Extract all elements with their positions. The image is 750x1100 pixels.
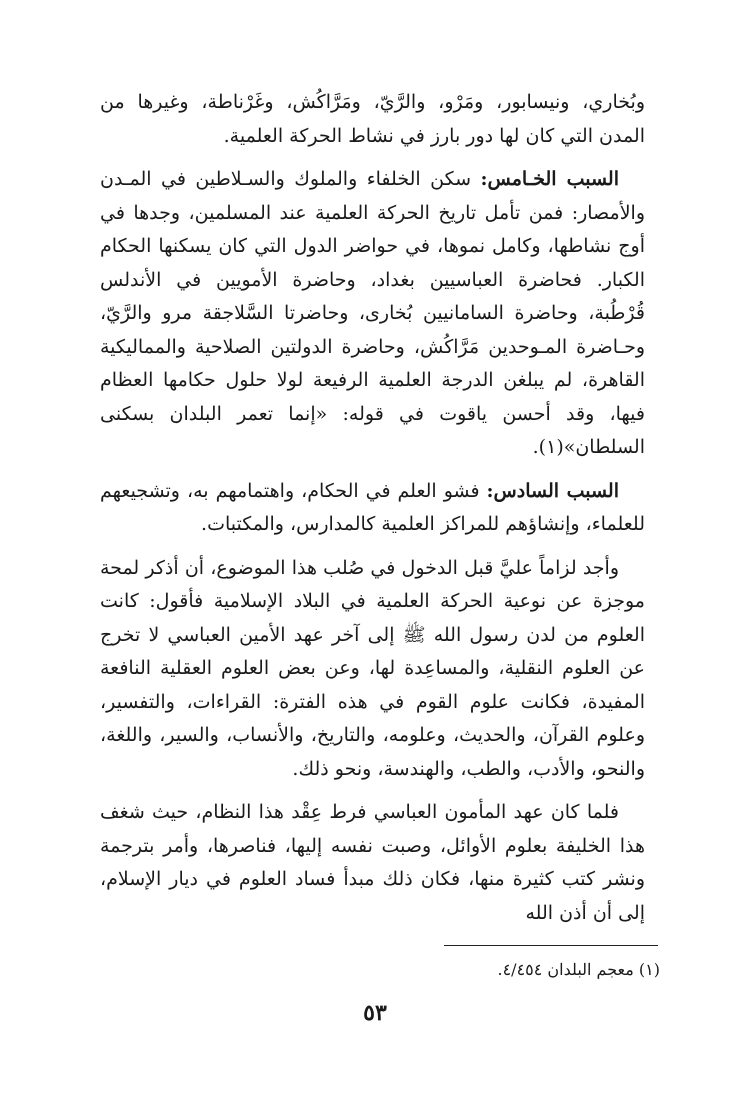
paragraph-4-text: وأجد لزاماً عليَّ قبل الدخول في صُلب هذا الموضوع، أن أذكر لمحة موجزة عن نوعية الحركة العلمية في البلاد الإسلامية فأقول: كانت العلوم من لدن رسول الله ﷺ إلى آخر عهد الأمين العباسي لا تخرج عن العلوم النقلية، والمساعِدة لها، وعن بعض العلوم العقلية النافعة المفيدة، فكانت علوم القوم في هذه الفترة: القراءات، والتفسير، وعلوم القرآن، والحديث، وعلومه، والتاريخ، والأنساب، والسير، واللغة، والنحو، والأدب، والطب، والهندسة، ونحو ذلك. — [100, 556, 645, 780]
footnote — [260, 958, 660, 982]
main-text — [100, 86, 645, 940]
page-number: ٥٣ — [363, 1000, 387, 1026]
footnote-text: (١) معجم البلدان ٤/٤٥٤. — [497, 960, 660, 979]
paragraph-3-text: فشو العلم في الحكام، واهتمامهم به، وتشجيعهم للعلماء، وإنشاؤهم للمراكز العلمية كالمدارس، والمكتبات. — [100, 479, 645, 535]
paragraph-4 — [100, 552, 645, 787]
paragraph-3-lead: السبب السادس: — [486, 479, 619, 502]
paragraph-1-text: وبُخاري، ونيسابور، ومَرْو، والرَّيّ، ومَرَّاكُش، وغَرْناطة، وغيرها من المدن التي كان لها دور بارز في نشاط الحركة العلمية. — [100, 91, 645, 147]
paragraph-2-lead: السبب الخـامس: — [480, 168, 619, 190]
footnote-divider — [444, 945, 658, 946]
paragraph-5-text: فلما كان عهد المأمون العباسي فرط عِقْد هذا النظام، حيث شغف هذا الخليفة بعلوم الأوائل، وصبت نفسه إليها، فناصرها، وأمر بترجمة ونشر كتب كثيرة منها، فكان ذلك مبدأ فساد العلوم في ديار الإسلام، إلى أن أذن الله — [100, 801, 645, 924]
paragraph-2 — [100, 163, 645, 465]
paragraph-1 — [100, 86, 645, 153]
paragraph-5 — [100, 796, 645, 930]
paragraph-2-text: سكن الخلفاء والملوك والسـلاطين في المـدن والأمصار: فمن تأمل تاريخ الحركة العلمية عند المسلمين، وجدها في أوج نشاطها، وكامل نموها، في حواضر الدول التي كان يسكنها الحكام الكبار. فحاضرة العباسيين بغداد، وحاضرة الأمويين في الأندلس قُرْطُبة، وحاضرة السامانيين بُخارى، وحاضرتا السَّلاجقة مرو والرَّيّ، وحـاضرة المـوحدين مَرَّاكُش، وحاضرة الدولتين الصلاحية والمماليكية القاهرة، لم يبلغن الدرجة العلمية الرفيعة لولا حلول حكامها العظام فيها، وقد أحسن ياقوت في قوله: «إنما تعمر البلدان بسكنى السلطان»(١). — [100, 168, 645, 458]
paragraph-3 — [100, 475, 645, 542]
